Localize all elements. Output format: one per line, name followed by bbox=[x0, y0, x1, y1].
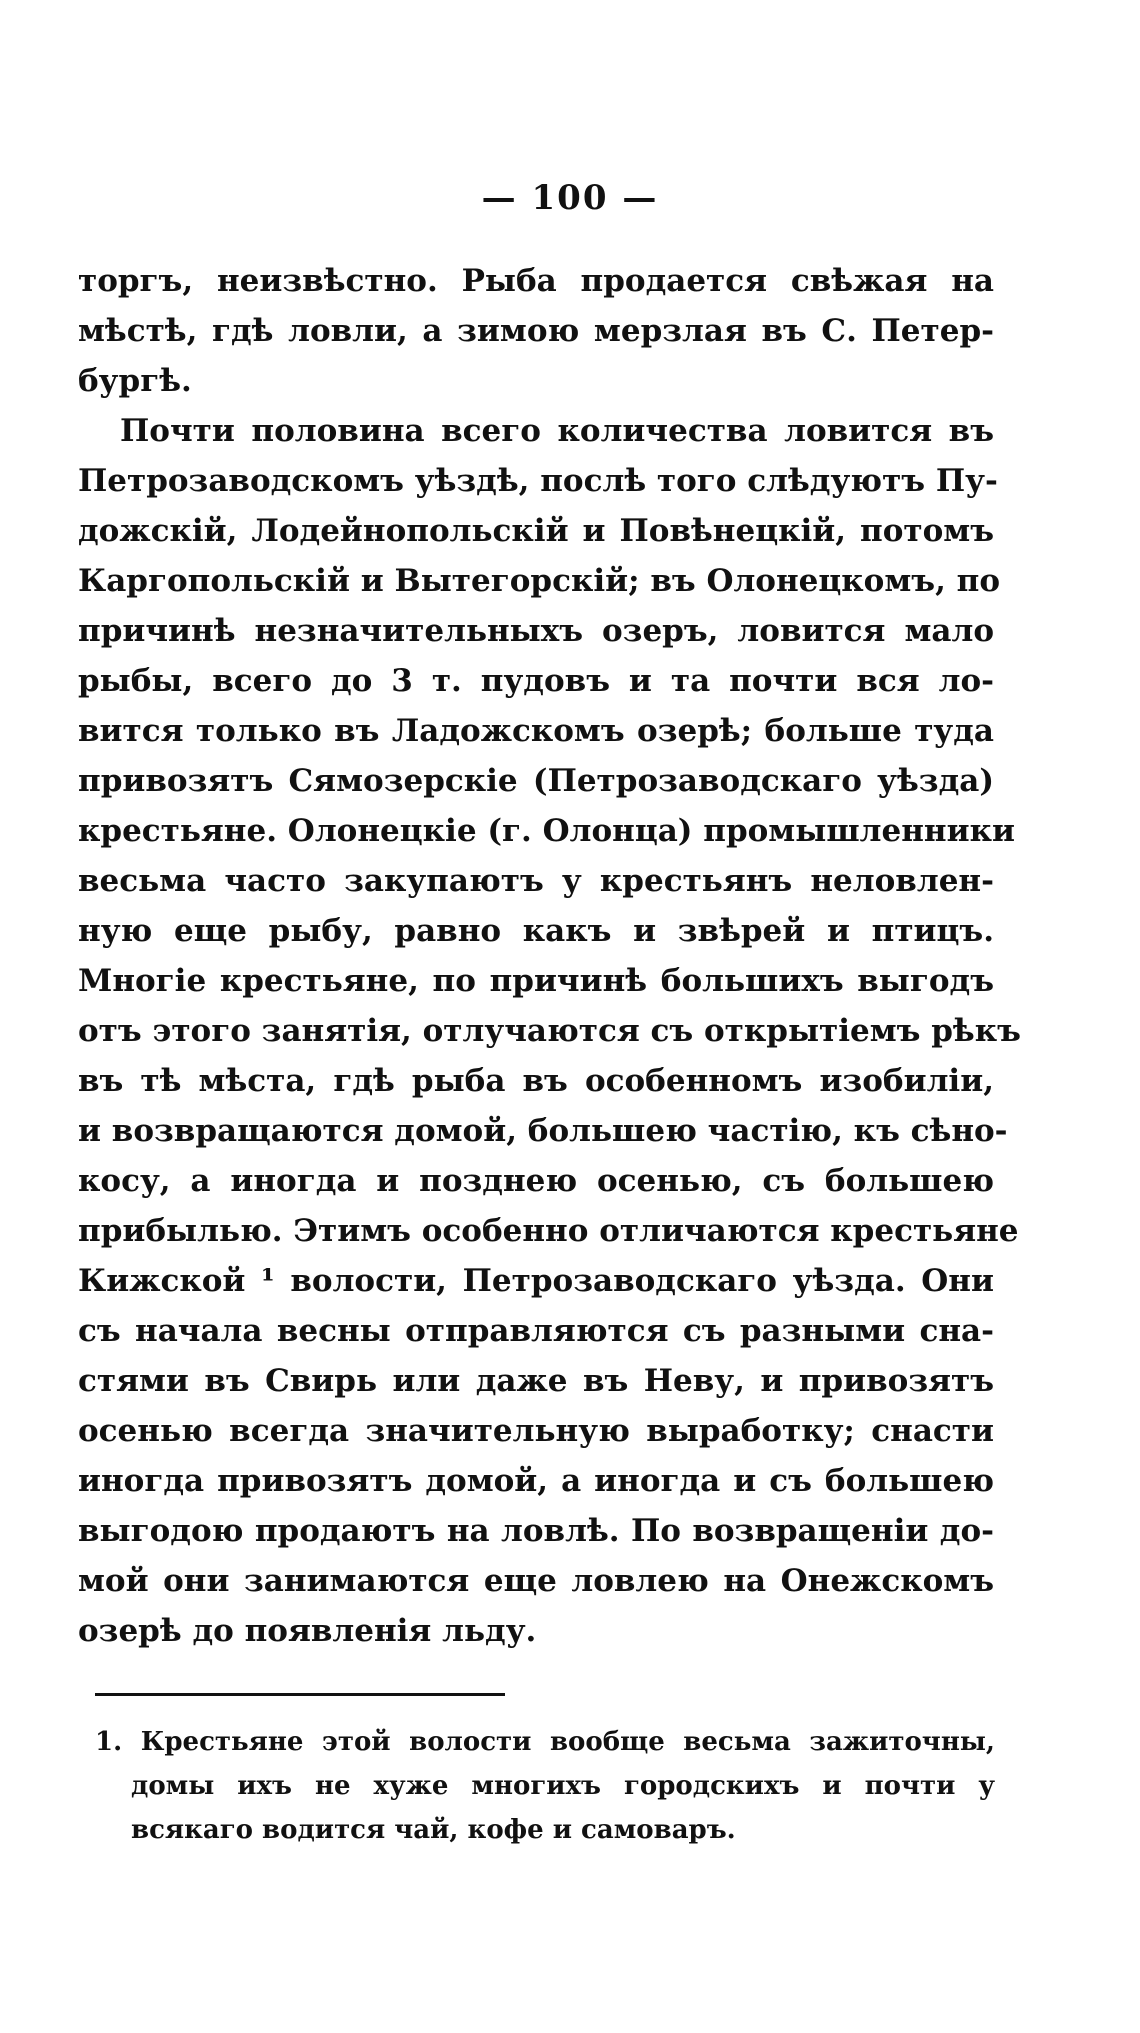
text-line: дожскій, Лодейнопольскій и Повѣнецкій, потомъ bbox=[78, 513, 994, 549]
text-line: крестьяне. Олонецкіе (г. Олонца) промышленники bbox=[78, 813, 1015, 849]
text-line: Кижской ¹ волости, Петрозаводскаго уѣзда. Они bbox=[78, 1263, 994, 1299]
footnote-line: всякаго водится чай, кофе и самоваръ. bbox=[131, 1815, 736, 1845]
text-line: рыбы, всего до 3 т. пудовъ и та почти вся ло- bbox=[78, 663, 994, 699]
text-line: косу, а иногда и позднею осенью, съ большею bbox=[78, 1163, 994, 1199]
text-line: мой они занимаются еще ловлею на Онежскомъ bbox=[78, 1563, 994, 1599]
text-line: отъ этого занятія, отлучаются съ открытіемъ рѣкъ bbox=[78, 1013, 1021, 1049]
text-line: привозятъ Сямозерскіе (Петрозаводскаго уѣзда) bbox=[78, 763, 994, 799]
footnote-line: домы ихъ не хуже многихъ городскихъ и почти у bbox=[131, 1771, 995, 1801]
text-line: причинѣ незначительныхъ озеръ, ловится мало bbox=[78, 613, 994, 649]
page-number: — 100 — bbox=[481, 178, 659, 218]
footnote-line: 1. Крестьяне этой волости вообще весьма зажиточны, bbox=[95, 1727, 995, 1757]
text-line: прибылью. Этимъ особенно отличаются крестьяне bbox=[78, 1213, 1019, 1249]
text-line: вится только въ Ладожскомъ озерѣ; больше туда bbox=[78, 713, 994, 749]
text-line: Многіе крестьяне, по причинѣ большихъ выгодъ bbox=[78, 963, 994, 999]
footnote-divider bbox=[95, 1693, 505, 1696]
text-line: бургѣ. bbox=[78, 363, 192, 399]
text-line: Петрозаводскомъ уѣздѣ, послѣ того слѣдуютъ Пу- bbox=[78, 463, 998, 499]
text-line: и возвращаются домой, большею частію, къ сѣно- bbox=[78, 1113, 1008, 1149]
body-text bbox=[78, 256, 1021, 1656]
text-line: иногда привозятъ домой, а иногда и съ большею bbox=[78, 1463, 994, 1499]
text-line: озерѣ до появленія льду. bbox=[78, 1613, 537, 1649]
text-line: торгъ, неизвѣстно. Рыба продается свѣжая на bbox=[78, 263, 994, 299]
text-line: весьма часто закупаютъ у крестьянъ неловлен- bbox=[78, 863, 994, 899]
text-line: въ тѣ мѣста, гдѣ рыба въ особенномъ изобиліи, bbox=[78, 1063, 994, 1099]
text-line: выгодою продаютъ на ловлѣ. По возвращеніи до- bbox=[78, 1513, 994, 1549]
text-line: ную еще рыбу, равно какъ и звѣрей и птицъ. bbox=[78, 913, 994, 949]
text-line: Каргопольскій и Вытегорскій; въ Олонецкомъ, по bbox=[78, 563, 1001, 599]
text-line: стями въ Свирь или даже въ Неву, и привозятъ bbox=[78, 1363, 994, 1399]
text-line: мѣстѣ, гдѣ ловли, а зимою мерзлая въ С. Петер- bbox=[78, 313, 994, 349]
footnote bbox=[95, 1720, 995, 1852]
text-line: Почти половина всего количества ловится въ bbox=[120, 413, 994, 449]
text-line: осенью всегда значительную выработку; снасти bbox=[78, 1413, 994, 1449]
text-line: съ начала весны отправляются съ разными сна- bbox=[78, 1313, 994, 1349]
